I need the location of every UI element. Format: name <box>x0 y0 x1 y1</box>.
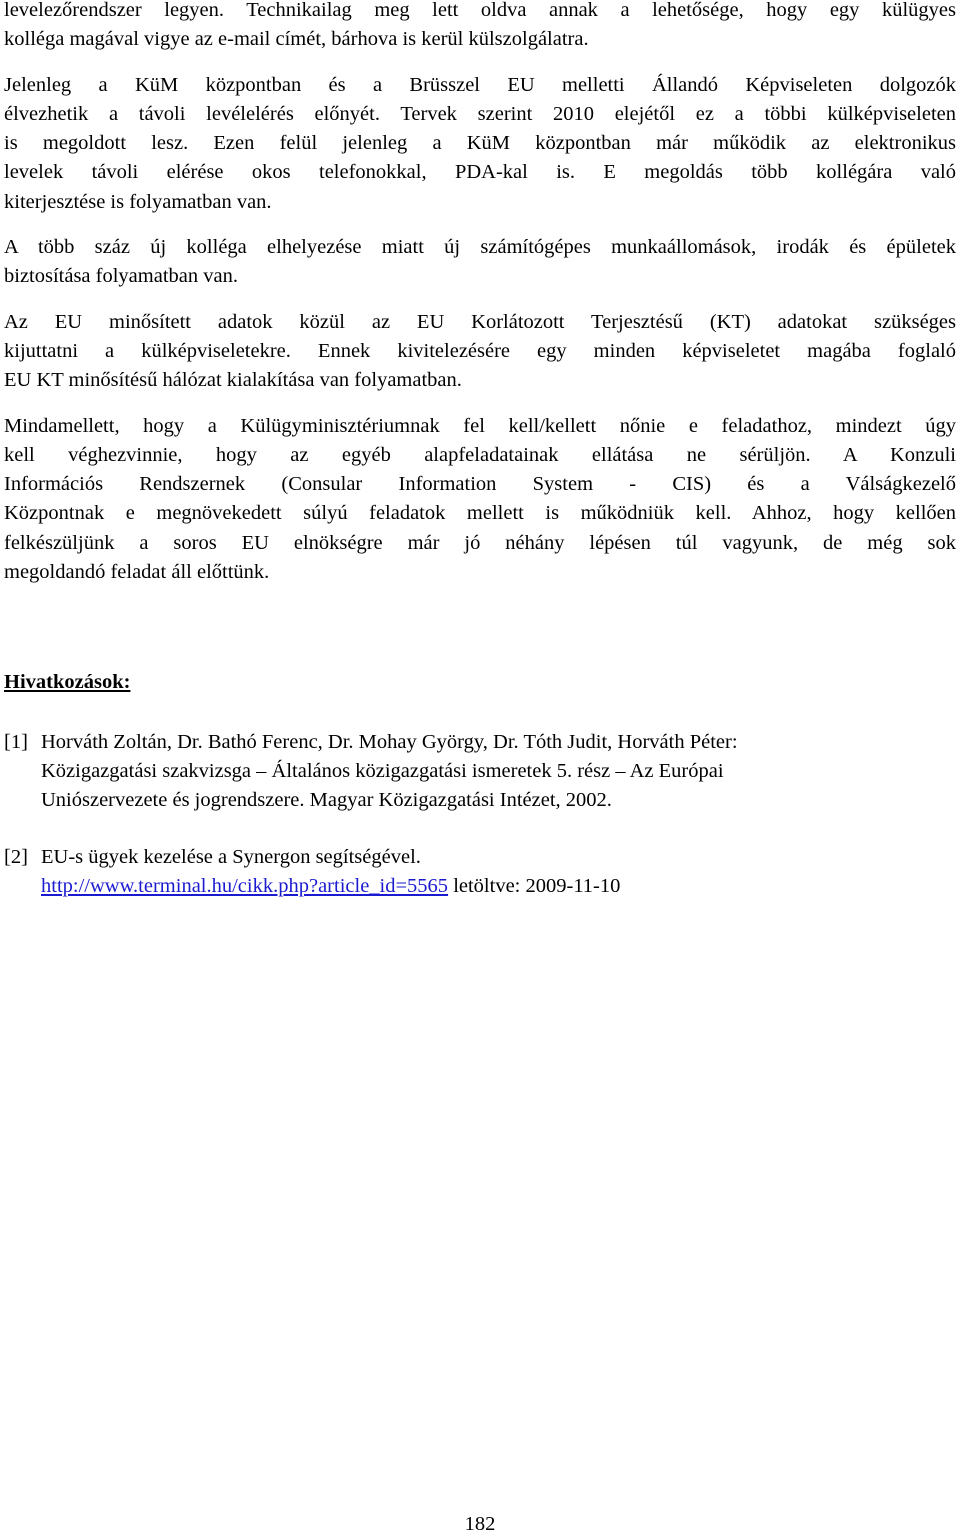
reference-link-line <box>41 872 956 901</box>
reference-item <box>4 728 956 815</box>
paragraph-ministry-tasks <box>4 412 956 588</box>
paragraph-remote-mail <box>4 71 956 217</box>
text-line: megoldandó feladat áll előttünk. <box>4 561 270 584</box>
text-line: Központnak e megnövekedett súlyú feladatok mellett is működniük kell. Ahhoz, hogy kellően <box>4 502 956 525</box>
text-line: Jelenleg a KüM központban és a Brüsszel EU melletti Állandó Képviseleten dolgozók <box>4 73 956 96</box>
reference-text <box>41 843 956 901</box>
text-line: EU KT minősítésű hálózat kialakítása van folyamatban. <box>4 369 462 392</box>
reference-line: EU-s ügyek kezelése a Synergon segítségével. <box>41 846 421 868</box>
text-line: Információs Rendszernek (Consular Information System - CIS) és a Válságkezelő <box>4 473 956 496</box>
references-list <box>4 728 956 901</box>
references-heading: Hivatkozások: <box>4 671 131 693</box>
text-line: kolléga magával vigye az e-mail címét, bárhova is kerül külszolgálatra. <box>4 28 589 51</box>
reference-item <box>4 843 956 901</box>
paragraph-eu-classified <box>4 308 956 396</box>
text-line: levelek távoli elérése okos telefonokkal, PDA-kal is. E megoldás több kollégára való <box>4 161 956 184</box>
text-line: kell véghezvinnie, hogy az egyéb alapfeladatainak ellátása ne sérüljön. A Konzuli <box>4 443 956 466</box>
reference-text <box>41 728 956 815</box>
download-date: letöltve: 2009-11-10 <box>448 875 621 897</box>
text-line: biztosítása folyamatban van. <box>4 265 238 288</box>
text-line: Az EU minősített adatok közül az EU Korlátozott Terjesztésű (KT) adatokat szükséges <box>4 310 956 333</box>
text-line: Mindamellett, hogy a Külügyminisztériumnak fel kell/kellett nőnie e feladathoz, mindezt úgy <box>4 414 956 437</box>
text-line: élvezhetik a távoli levélelérés előnyét. Tervek szerint 2010 elejétől ez a többi külképviseleten <box>4 102 956 125</box>
reference-line: Közigazgatási szakvizsga – Általános közigazgatási ismeretek 5. rész – Az Európai <box>41 760 724 782</box>
reference-url-link[interactable]: http://www.terminal.hu/cikk.php?article_id=5565 <box>41 875 449 897</box>
text-line: kiterjesztése is folyamatban van. <box>4 190 272 213</box>
document-body <box>4 0 956 587</box>
text-line: A több száz új kolléga elhelyezése miatt új számítógépes munkaállomások, irodák és épületek <box>4 236 956 259</box>
reference-line: Horváth Zoltán, Dr. Bathó Ferenc, Dr. Mohay György, Dr. Tóth Judit, Horváth Péter: <box>41 731 738 753</box>
reference-number: [1] <box>4 731 28 753</box>
text-line: is megoldott lesz. Ezen felül jelenleg a KüM központban már működik az elektronikus <box>4 132 956 155</box>
paragraph-workstations <box>4 233 956 292</box>
page-number: 182 <box>464 1513 496 1535</box>
text-line: levelezőrendszer legyen. Technikailag meg lett oldva annak a lehetősége, hogy egy külügyes <box>4 0 956 21</box>
text-line: felkészüljünk a soros EU elnökségre már jó néhány lépésen túl vagyunk, de még sok <box>4 531 956 554</box>
reference-line: Uniószervezete és jogrendszere. Magyar Közigazgatási Intézet, 2002. <box>41 789 612 811</box>
reference-number: [2] <box>4 846 28 868</box>
text-line: kijuttatni a külképviseletekre. Ennek kivitelezésére egy minden képviseletet magába foglaló <box>4 339 956 362</box>
paragraph-mail-system <box>4 0 956 55</box>
